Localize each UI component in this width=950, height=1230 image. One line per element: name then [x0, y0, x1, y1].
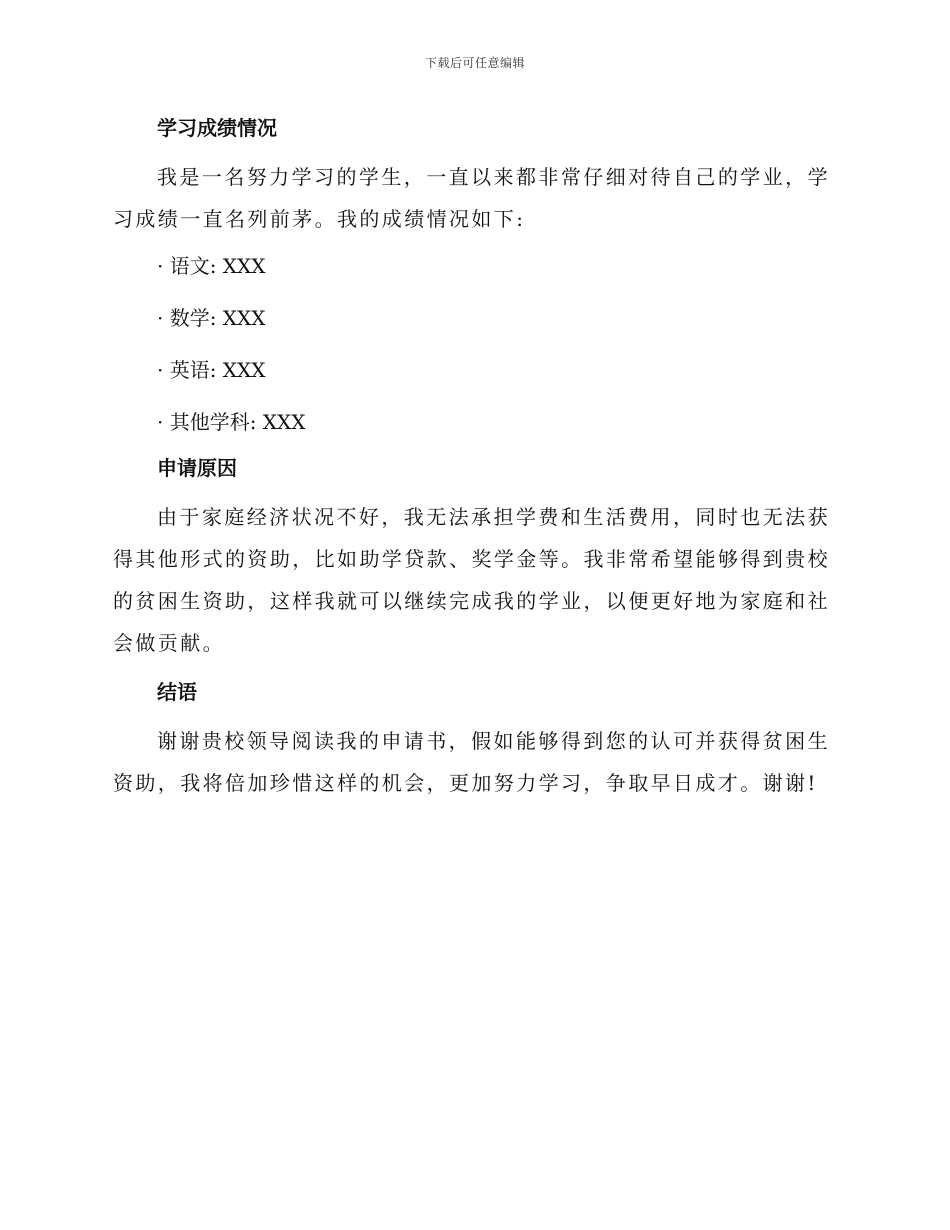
section-title-reason: 申请原因: [157, 456, 237, 480]
document-content: [113, 108, 830, 804]
paragraph-grades: 我是一名努力学习的学生，一直以来都非常仔细对待自己的学业，学习成绩一直名列前茅。我的成绩情况如下:: [113, 165, 830, 231]
paragraph-reason: 由于家庭经济状况不好，我无法承担学费和生活费用，同时也无法获得其他形式的资助，比如助学贷款、奖学金等。我非常希望能够得到贵校的贫困生资助，这样我就可以继续完成我的学业，以便更好地为家庭和社会做贡献。: [113, 505, 830, 655]
header-note: 下载后可任意编辑: [424, 56, 525, 70]
paragraph-closing: 谢谢贵校领导阅读我的申请书，假如能够得到您的认可并获得贫困生资助，我将倍加珍惜这样的机会，更加努力学习，争取早日成才。谢谢!: [113, 729, 830, 795]
list-item-english: · 英语: XXX: [157, 358, 266, 382]
section-title-grades: 学习成绩情况: [157, 116, 277, 140]
section-title-closing: 结语: [157, 680, 197, 704]
list-item-other-subjects: · 其他学科: XXX: [157, 410, 306, 434]
grades-list: [113, 240, 830, 448]
list-item-chinese: · 语文: XXX: [157, 254, 266, 278]
list-item-math: · 数学: XXX: [157, 306, 266, 330]
